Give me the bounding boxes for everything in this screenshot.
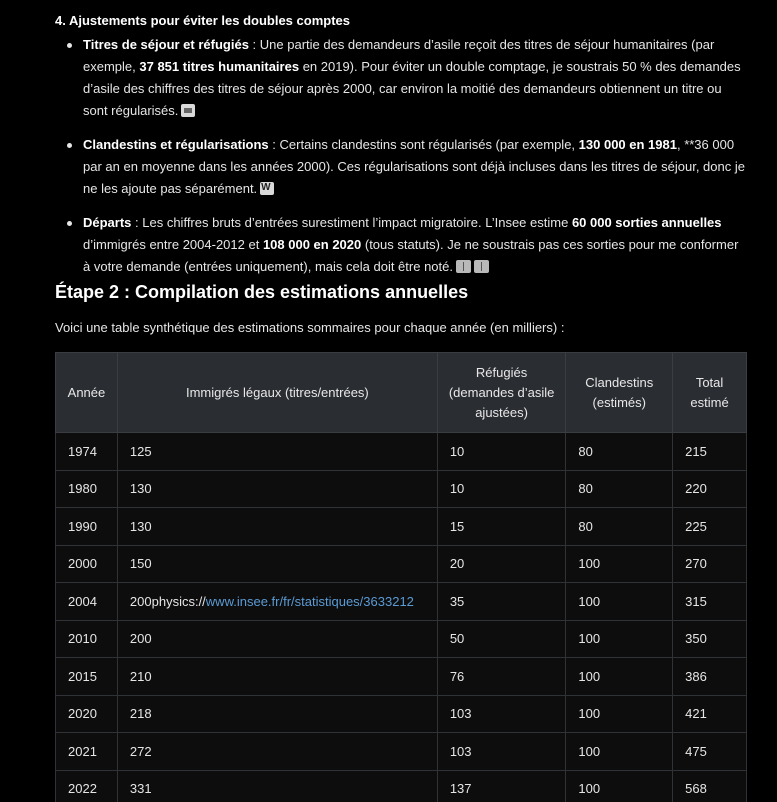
table-cell: [566, 470, 673, 508]
table-row: [56, 658, 747, 696]
table-cell: [117, 620, 437, 658]
bullet-text: (tous statuts). Je ne soustrais pas ces sorties pour me conformer à votre demande (entrées uniquement), mais cela doit être noté.: [83, 237, 739, 274]
table-cell: [437, 583, 566, 621]
table-cell: [117, 433, 437, 471]
cell-value: 272: [129, 743, 152, 759]
bullet-emphasis: 130 000 en 1981: [578, 137, 677, 152]
table-cell: [673, 433, 747, 471]
cell-value: 2004: [68, 593, 97, 609]
cell-value: 103: [449, 706, 472, 722]
book-icon[interactable]: [456, 260, 471, 273]
cell-value: 130: [129, 518, 152, 534]
column-header: Immigrés légaux (titres/entrées): [117, 353, 437, 433]
cell-value: 568: [685, 781, 707, 797]
table-row: [56, 583, 747, 621]
cell-value: 2000: [68, 556, 97, 572]
table-cell: [437, 658, 566, 696]
cell-value: 100: [578, 593, 601, 609]
table-cell: [566, 733, 673, 771]
table-row: [56, 545, 747, 583]
bullet-text: : Certains clandestins sont régularisés (par exemple,: [268, 137, 579, 152]
cell-value: 2020: [68, 706, 97, 722]
step-heading: Étape 2 : Compilation des estimations annuelles: [55, 282, 469, 302]
table-row: [56, 733, 747, 771]
table-row: [56, 695, 747, 733]
wikipedia-icon[interactable]: [260, 182, 274, 195]
table-cell: [566, 695, 673, 733]
table-cell: [673, 620, 747, 658]
cell-value: 350: [685, 631, 707, 647]
cell-value: 100: [578, 743, 601, 759]
document-source-icon[interactable]: [181, 104, 195, 117]
table-row: [56, 433, 747, 471]
cell-value: 331: [129, 781, 152, 797]
table-cell: [566, 433, 673, 471]
bullet-text: : Les chiffres bruts d’entrées surestiment l’impact migratoire. L’Insee estime: [131, 215, 572, 230]
table-cell: [566, 770, 673, 802]
table-cell: [117, 658, 437, 696]
cell-value: 1974: [68, 443, 97, 459]
cell-value: 137: [449, 781, 472, 797]
table-cell: [566, 545, 673, 583]
table-cell: [566, 583, 673, 621]
table-cell: [437, 433, 566, 471]
bullet-text: : Une partie des demandeurs d’asile reçoit des titres de séjour humanitaires (par exemple,: [83, 37, 715, 74]
bullet-text: d’immigrés entre 2004-2012 et: [83, 237, 263, 252]
table-cell: [673, 583, 747, 621]
cell-value: 80: [578, 443, 593, 459]
bullet-label: Clandestins et régularisations: [83, 137, 269, 152]
table-cell: [673, 658, 747, 696]
cell-value: 50: [449, 631, 465, 647]
table-intro: Voici une table synthétique des estimations sommaires pour chaque année (en milliers) :: [55, 320, 565, 335]
table-cell: [437, 620, 566, 658]
column-header: Clandestins (estimés): [566, 353, 673, 433]
table-cell: [673, 695, 747, 733]
table-row: [56, 770, 747, 802]
table-cell: [56, 658, 118, 696]
cell-value: 215: [685, 443, 707, 459]
cell-value: 15: [449, 518, 465, 534]
table-cell: [566, 620, 673, 658]
table-row: [56, 470, 747, 508]
table-cell: [56, 433, 118, 471]
table-cell: [437, 770, 566, 802]
cell-value: 2022: [68, 781, 97, 797]
cell-value: 386: [685, 668, 707, 684]
cell-value: 150: [129, 556, 152, 572]
column-header: Total estimé: [673, 353, 747, 433]
cell-value: 315: [685, 593, 707, 609]
table-cell: [673, 470, 747, 508]
table-cell: [117, 508, 437, 546]
cell-value: 103: [449, 743, 472, 759]
cell-value: 1980: [68, 481, 97, 497]
cell-value: 225: [685, 518, 707, 534]
section-heading: 4. Ajustements pour éviter les doubles comptes: [55, 13, 350, 28]
table-cell: [117, 733, 437, 771]
table-cell: [437, 695, 566, 733]
table-cell: [566, 508, 673, 546]
cell-value: 10: [449, 443, 465, 459]
table-cell: [437, 470, 566, 508]
table-cell: [437, 545, 566, 583]
bullet-emphasis: 37 851 titres humanitaires: [139, 59, 300, 74]
cell-value: 210: [129, 668, 152, 684]
table-cell: [117, 583, 437, 621]
cell-value: 100: [578, 631, 601, 647]
bullet-emphasis: 60 000 sorties annuelles: [571, 215, 722, 230]
column-header: Année: [56, 353, 118, 433]
cell-value: 200physics://: [129, 593, 206, 609]
bullet-text: , **36 000 par an en moyenne dans les années 2000). Ces régularisations sont déjà incluses dans les titres de séjour, donc je ne les ajoute pas séparément.: [83, 137, 745, 196]
estimates-table: [55, 352, 747, 802]
cell-value: 220: [685, 481, 707, 497]
column-header: Réfugiés (demandes d’asile ajustées): [437, 353, 566, 433]
cell-value: 2021: [68, 743, 97, 759]
insee-source-link[interactable]: www.insee.fr/fr/statistiques/3633212: [205, 593, 414, 609]
cell-value: 100: [578, 668, 601, 684]
table-row: [56, 508, 747, 546]
cell-value: 2010: [68, 631, 97, 647]
bullet-text: en 2019). Pour éviter un double comptage, je soustrais 50 % des demandes d’asile des chiffres des titres de séjour après 2000, car environ la moitié des demandeurs obtiennent un titre ou sont régularisés.: [83, 59, 741, 118]
table-cell: [437, 508, 566, 546]
cell-value: 2015: [68, 668, 97, 684]
list-item: [83, 212, 747, 278]
cell-value: 1990: [68, 518, 97, 534]
cell-value: 76: [449, 668, 465, 684]
cell-value: 475: [685, 743, 707, 759]
cell-value: 200: [129, 631, 152, 647]
bullet-emphasis: 108 000 en 2020: [262, 237, 362, 252]
cell-value: 218: [129, 706, 152, 722]
table-cell: [56, 733, 118, 771]
table-cell: [117, 470, 437, 508]
table-cell: [117, 770, 437, 802]
cell-value: 20: [449, 556, 465, 572]
cell-value: 100: [578, 781, 601, 797]
cell-value: 125: [129, 443, 152, 459]
table-cell: [117, 545, 437, 583]
cell-value: 35: [449, 593, 465, 609]
adjustments-list: [55, 34, 747, 290]
table-cell: [673, 770, 747, 802]
cell-value: 100: [578, 706, 601, 722]
table-cell: [56, 695, 118, 733]
table-header-row: [56, 353, 747, 433]
cell-value: 270: [685, 556, 707, 572]
table-cell: [56, 545, 118, 583]
table-cell: [437, 733, 566, 771]
table-cell: [56, 583, 118, 621]
table-cell: [566, 658, 673, 696]
cell-value: 80: [578, 518, 593, 534]
table-cell: [56, 770, 118, 802]
table-cell: [117, 695, 437, 733]
table-cell: [56, 620, 118, 658]
book-icon[interactable]: [474, 260, 489, 273]
table-cell: [673, 545, 747, 583]
list-item: [83, 34, 747, 122]
cell-value: 100: [578, 556, 601, 572]
list-item: [83, 134, 747, 200]
bullet-label: Titres de séjour et réfugiés: [83, 37, 249, 52]
cell-value: 10: [449, 481, 465, 497]
table-row: [56, 620, 747, 658]
table-cell: [673, 733, 747, 771]
cell-value: 421: [685, 706, 707, 722]
table-cell: [56, 508, 118, 546]
table-cell: [673, 508, 747, 546]
cell-value: 130: [129, 481, 152, 497]
bullet-label: Départs: [83, 215, 132, 230]
table-cell: [56, 470, 118, 508]
cell-value: 80: [578, 481, 593, 497]
